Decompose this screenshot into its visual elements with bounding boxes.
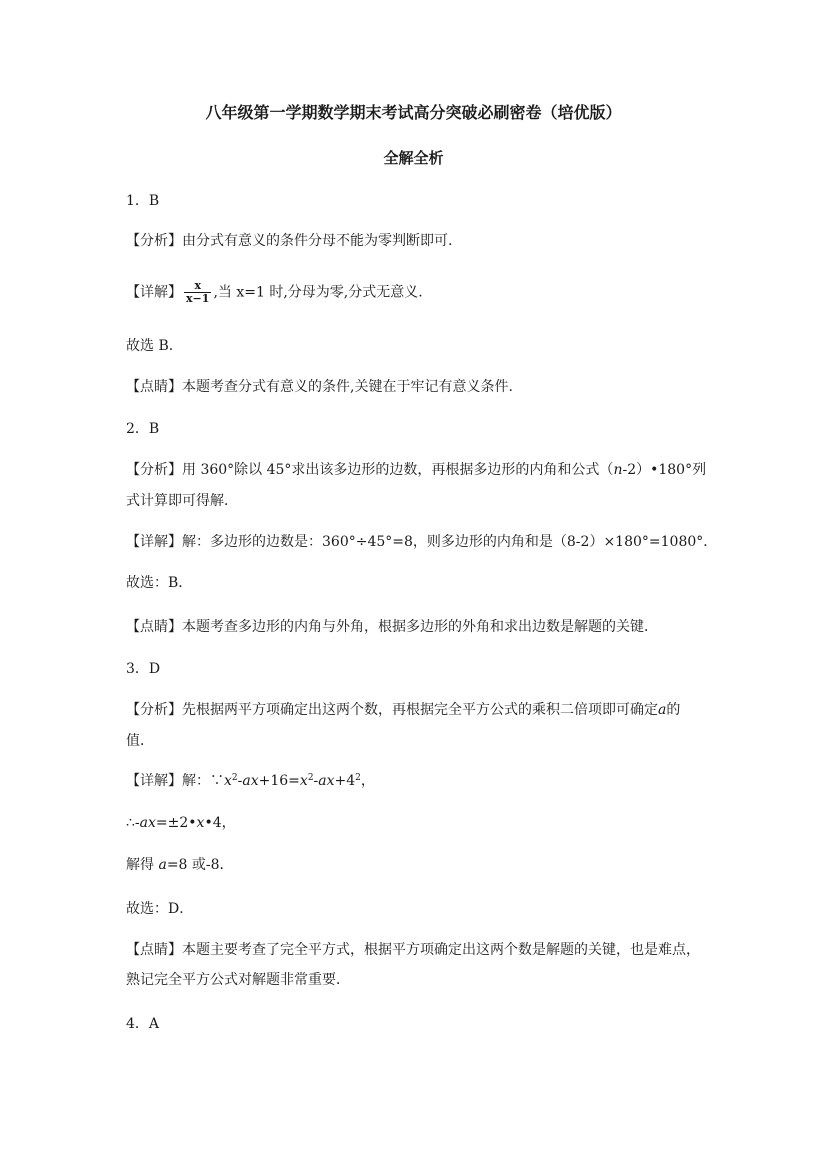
- fraction: [184, 280, 211, 305]
- q3-analysis-cont: 值．: [126, 733, 154, 749]
- detail-text: ,当 x=1 时,分母为零,分式无意义.: [213, 284, 423, 301]
- exponent: 2: [355, 773, 361, 783]
- analysis-text: 用 360°除以 45°求出该多边形的边数，再根据多边形的内角和公式（: [182, 462, 614, 478]
- fraction-denominator: x−1: [186, 292, 210, 305]
- q1-analysis: [126, 231, 452, 251]
- q3-detail: [126, 771, 375, 791]
- q2-answer: 2．B: [126, 421, 160, 437]
- var-ax: ax: [139, 815, 156, 831]
- var-x: x: [196, 815, 205, 831]
- q1-choice: 故选 B.: [126, 338, 174, 354]
- solution-pre: 解得: [126, 857, 159, 873]
- comment-label: 【点睛】: [126, 942, 182, 958]
- analysis-label: 【分析】: [126, 462, 182, 478]
- analysis-text-end: 的: [666, 702, 681, 718]
- q3-analysis: [126, 700, 680, 720]
- analysis-text: 先根据两平方项确定出这两个数，再根据完全平方公式的乘积二倍项即可确定: [182, 702, 658, 718]
- comment-label: 【点睛】: [126, 379, 182, 395]
- analysis-label: 【分析】: [126, 233, 182, 249]
- comment-text: 本题考查分式有意义的条件,关键在于牢记有意义条件.: [182, 379, 513, 395]
- detail-mid: +16=: [258, 773, 300, 789]
- analysis-text-end: -2）•180°列: [622, 462, 707, 478]
- detail-label: 【详解】: [126, 284, 182, 301]
- q3-answer: 3．D: [126, 661, 161, 677]
- q3-solution: [126, 855, 234, 875]
- detail-end: ，: [360, 773, 375, 789]
- var-ax: ax: [318, 773, 335, 789]
- page-subtitle: 全解全析: [383, 149, 444, 167]
- analysis-label: 【分析】: [126, 702, 182, 718]
- q2-detail: [126, 532, 717, 552]
- detail-text: 解：多边形的边数是：360°÷45°=8，则多边形的内角和是（8-2）×180°=1080°．: [182, 534, 718, 550]
- q3-comment: [126, 940, 700, 960]
- exponent: 2: [231, 773, 238, 783]
- step-end: •4，: [204, 815, 236, 831]
- step-pre: ∴-: [126, 815, 140, 831]
- q3-choice: 故选：D．: [126, 901, 194, 917]
- analysis-text: 由分式有意义的条件分母不能为零判断即可.: [182, 233, 453, 249]
- comment-text: 本题主要考查了完全平方式，根据平方项确定出这两个数是解题的关键，也是难点，: [182, 942, 700, 958]
- q3-comment-cont: 熟记完全平方公式对解题非常重要．: [126, 972, 350, 988]
- comment-label: 【点睛】: [126, 619, 182, 635]
- variable-a: a: [658, 702, 667, 718]
- step-mid: =±2•: [155, 815, 197, 831]
- variable-n: n: [613, 462, 623, 478]
- q1-comment: [126, 377, 513, 397]
- detail-plus: +4: [334, 773, 356, 789]
- q2-choice: 故选：B．: [126, 575, 193, 591]
- comment-text: 本题考查多边形的内角与外角，根据多边形的外角和求出边数是解题的关键．: [182, 619, 658, 635]
- page-title: 八年级第一学期数学期末考试高分突破必刷密卷（培优版）: [205, 103, 622, 122]
- var-a: a: [158, 857, 167, 873]
- q2-analysis-cont: 式计算即可得解．: [126, 493, 238, 509]
- solution-end: =8 或-8．: [166, 857, 234, 873]
- var-ax: ax: [242, 773, 259, 789]
- q3-step: [126, 813, 236, 833]
- minus: -: [313, 773, 319, 789]
- q1-detail: [126, 280, 423, 305]
- exponent: 2: [307, 773, 314, 783]
- detail-label: 【详解】: [126, 534, 182, 550]
- var-x: x: [299, 773, 308, 789]
- fraction-numerator: x: [194, 279, 201, 292]
- minus: -: [237, 773, 243, 789]
- q1-answer: 1．B: [126, 193, 160, 209]
- q2-analysis: [126, 460, 706, 480]
- q4-answer: 4．A: [126, 1016, 160, 1032]
- detail-label: 【详解】: [126, 773, 182, 789]
- var-x: x: [224, 773, 232, 789]
- detail-pre: 解：∵: [182, 773, 224, 789]
- q2-comment: [126, 617, 658, 637]
